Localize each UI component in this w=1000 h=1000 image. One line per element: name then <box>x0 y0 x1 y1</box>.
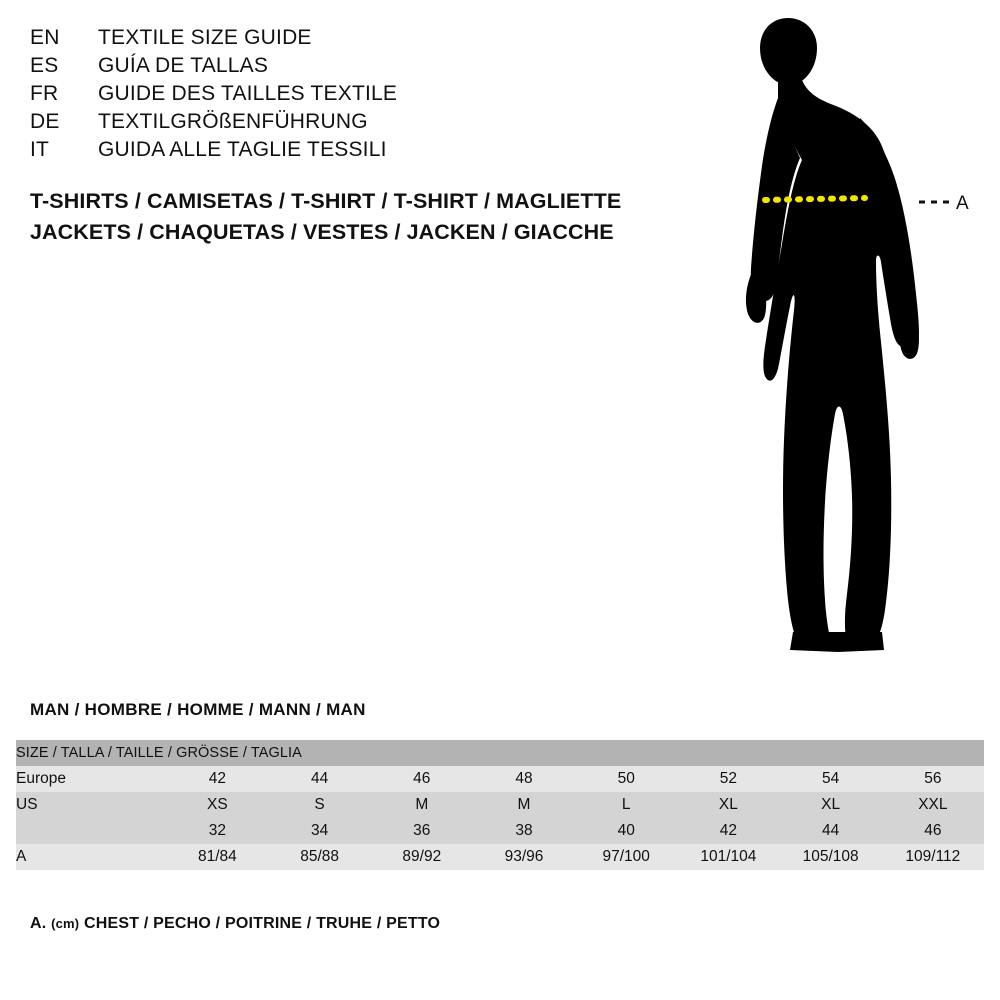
table-header-row <box>16 740 984 766</box>
table-cell: 105/108 <box>780 844 882 870</box>
table-cell: 34 <box>269 818 371 844</box>
language-code: EN <box>30 26 60 49</box>
language-title: TEXTILGRÖßENFÜHRUNG <box>98 110 368 133</box>
language-title: GUIDE DES TAILLES TEXTILE <box>98 82 398 105</box>
size-table <box>16 740 984 870</box>
table-cell: 109/112 <box>882 844 984 870</box>
table-cell: 46 <box>882 818 984 844</box>
table-cell: 81/84 <box>166 844 268 870</box>
table-cell: M <box>371 792 473 818</box>
language-code: FR <box>30 82 59 105</box>
language-row <box>30 108 650 136</box>
row-label <box>16 818 166 844</box>
table-row <box>16 766 984 792</box>
language-code: DE <box>30 110 60 133</box>
row-label: US <box>16 792 166 818</box>
table-cell: 52 <box>677 766 779 792</box>
table-cell: 48 <box>473 766 575 792</box>
table-cell: 44 <box>269 766 371 792</box>
silhouette-svg <box>660 10 990 670</box>
table-cell: 54 <box>780 766 882 792</box>
table-cell: 42 <box>166 766 268 792</box>
table-cell: 50 <box>575 766 677 792</box>
table-cell: 56 <box>882 766 984 792</box>
table-cell: 85/88 <box>269 844 371 870</box>
table-header-label: SIZE / TALLA / TAILLE / GRÖSSE / TAGLIA <box>16 740 984 766</box>
table-cell: 89/92 <box>371 844 473 870</box>
language-title: GUÍA DE TALLAS <box>98 54 269 77</box>
table-row <box>16 792 984 818</box>
silhouette-foot-base <box>790 632 884 652</box>
footnote-unit: (cm) <box>51 916 80 931</box>
language-code: ES <box>30 54 59 77</box>
table-cell: M <box>473 792 575 818</box>
row-label: Europe <box>16 766 166 792</box>
table-cell: 44 <box>780 818 882 844</box>
row-label: A <box>16 844 166 870</box>
table-cell: 32 <box>166 818 268 844</box>
measure-leader-dashes <box>918 196 952 208</box>
table-cell: XXL <box>882 792 984 818</box>
table-cell: S <box>269 792 371 818</box>
table-cell: 93/96 <box>473 844 575 870</box>
table-row <box>16 844 984 870</box>
table-cell: XL <box>780 792 882 818</box>
table-cell: 36 <box>371 818 473 844</box>
silhouette-head <box>760 18 817 84</box>
garment-category-block <box>30 186 670 248</box>
table-cell: 46 <box>371 766 473 792</box>
male-silhouette-figure <box>660 10 990 670</box>
table-cell: 101/104 <box>677 844 779 870</box>
table-cell: L <box>575 792 677 818</box>
table-cell: 97/100 <box>575 844 677 870</box>
table-footnote <box>30 915 440 933</box>
category-line: JACKETS / CHAQUETAS / VESTES / JACKEN / GIACCHE <box>30 220 614 244</box>
language-title: TEXTILE SIZE GUIDE <box>98 26 312 49</box>
language-row <box>30 24 650 52</box>
category-line: T-SHIRTS / CAMISETAS / T-SHIRT / T-SHIRT / MAGLIETTE <box>30 189 622 213</box>
table-cell: XS <box>166 792 268 818</box>
language-row <box>30 80 650 108</box>
table-cell: XL <box>677 792 779 818</box>
language-row <box>30 136 650 164</box>
language-row <box>30 52 650 80</box>
language-title: GUIDA ALLE TAGLIE TESSILI <box>98 138 387 161</box>
language-header-block <box>30 24 650 164</box>
table-cell: 42 <box>677 818 779 844</box>
table-row <box>16 818 984 844</box>
footnote-text: CHEST / PECHO / POITRINE / TRUHE / PETTO <box>83 915 441 932</box>
silhouette-left-hand <box>746 272 766 323</box>
footnote-prefix: A. <box>30 915 47 932</box>
table-cell: 38 <box>473 818 575 844</box>
table-group-title: MAN / HOMBRE / HOMME / MANN / MAN <box>30 700 366 719</box>
language-code: IT <box>30 138 50 161</box>
table-cell: 40 <box>575 818 677 844</box>
measure-label-a: A <box>956 193 969 214</box>
